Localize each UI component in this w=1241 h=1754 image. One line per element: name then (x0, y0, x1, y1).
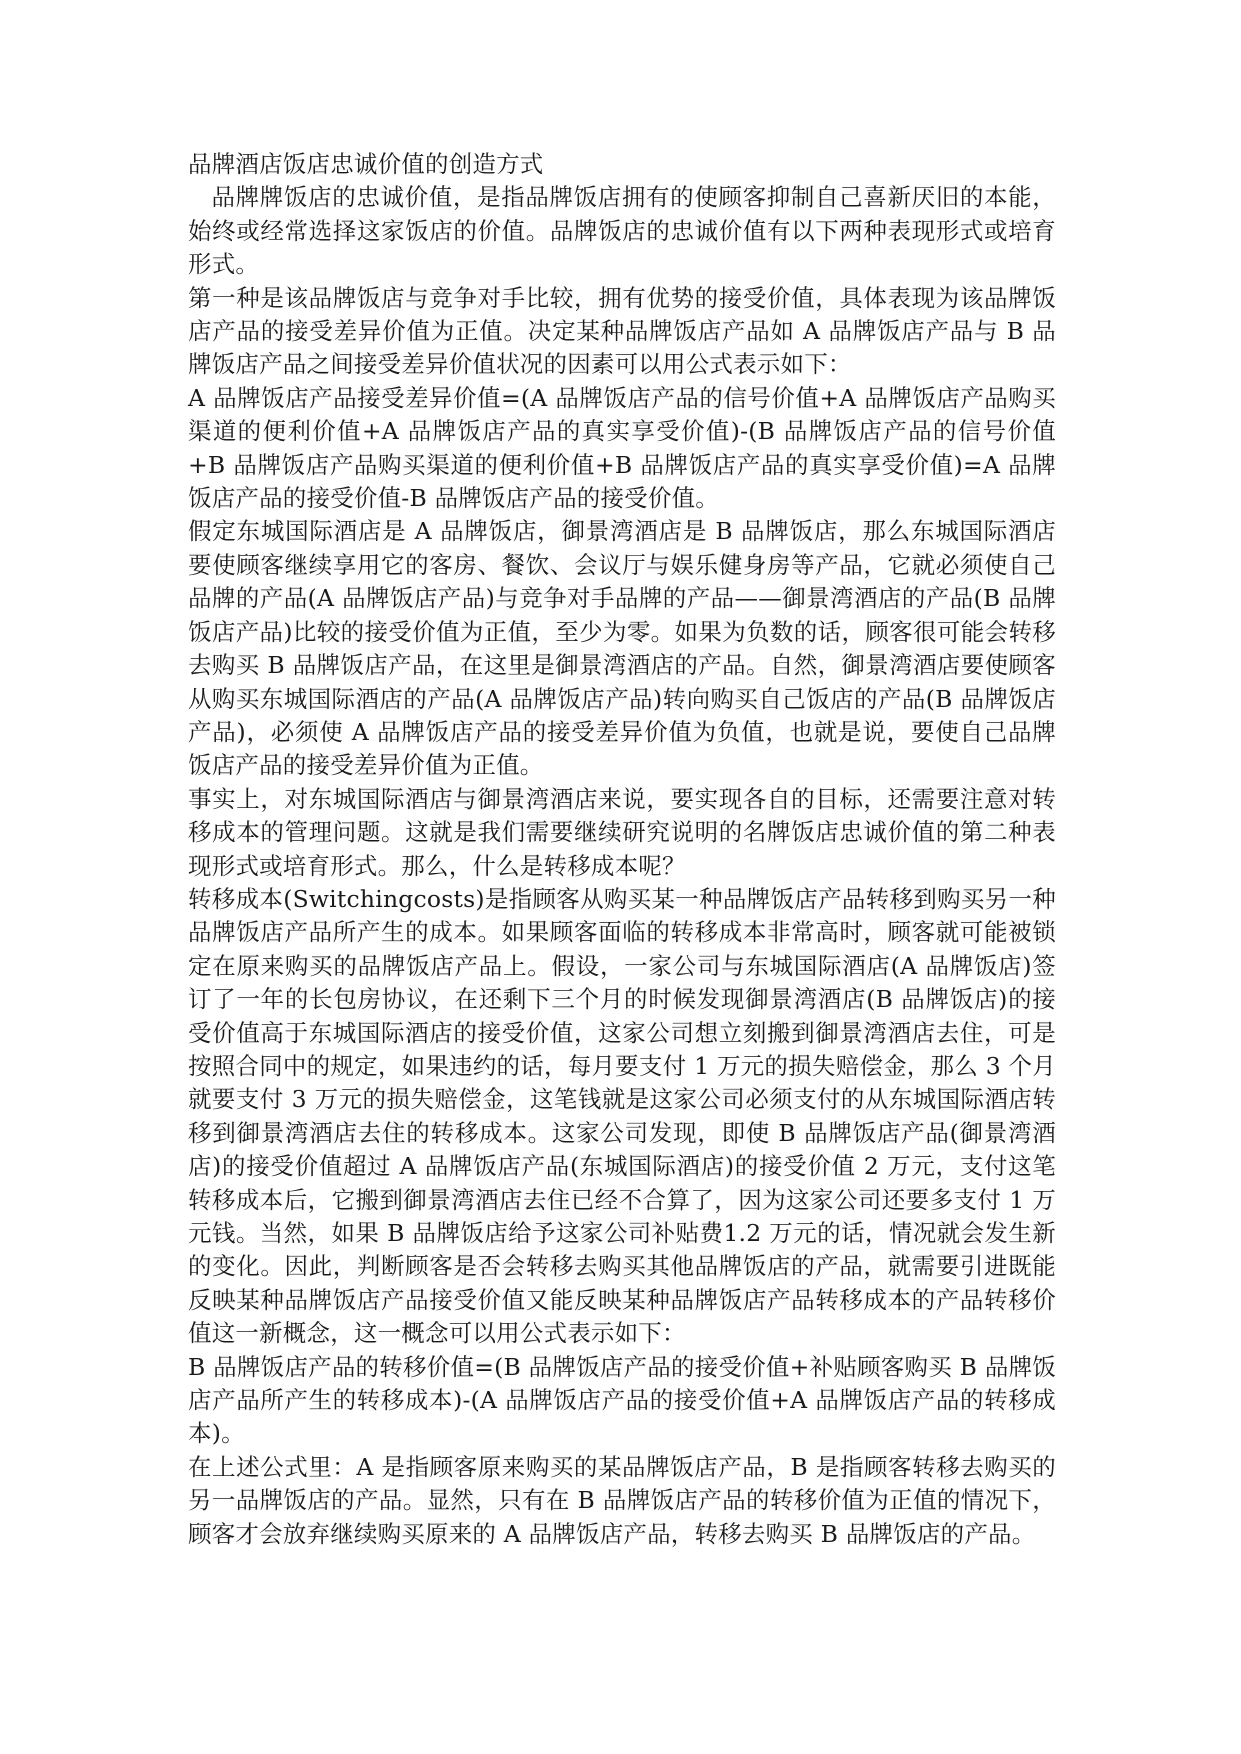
paragraph-8: 在上述公式里：A 是指顾客原来购买的某品牌饭店产品，B 是指顾客转移去购买的另一品牌饭店的产品。显然，只有在 B 品牌饭店产品的转移价值为正值的情况下，顾客才会放弃继续购买原来的 A 品牌饭店产品，转移去购买 B 品牌饭店的产品。 (188, 1452, 1056, 1548)
paragraph-2: 第一种是该品牌饭店与竞争对手比较，拥有优势的接受价值，具体表现为该品牌饭店产品的接受差异价值为正值。决定某种品牌饭店产品如 A 品牌饭店产品与 B 品牌饭店产品之间接受差异价值状况的因素可以用公式表示如下： (188, 283, 1056, 379)
document-page (188, 148, 1056, 1551)
document-title: 品牌酒店饭店忠诚价值的创造方式 (188, 150, 544, 178)
paragraph-4: 假定东城国际酒店是 A 品牌饭店，御景湾酒店是 B 品牌饭店，那么东城国际酒店要使顾客继续享用它的客房、餐饮、会议厅与娱乐健身房等产品，它就必须使自己品牌的产品(A 品牌饭店产品)与竞争对手品牌的产品——御景湾酒店的产品(B 品牌饭店产品)比较的接受价值为正值，至少为零。如果为负数的话，顾客很可能会转移去购买 B 品牌饭店产品，在这里是御景湾酒店的产品。自然，御景湾酒店要使顾客从购买东城国际酒店的产品(A 品牌饭店产品)转向购买自己饭店的产品(B 品牌饭店产品)，必须使 A 品牌饭店产品的接受差异价值为负值，也就是说，要使自己品牌饭店产品的接受差异价值为正值。 (188, 517, 1056, 780)
paragraph-3: A 品牌饭店产品接受差异价值=(A 品牌饭店产品的信号价值+A 品牌饭店产品购买渠道的便利价值+A 品牌饭店产品的真实享受价值)-(B 品牌饭店产品的信号价值+B 品牌饭店产品购买渠道的便利价值+B 品牌饭店产品的真实享受价值)=A 品牌饭店产品的接受价值-B 品牌饭店产品的接受价值。 (188, 383, 1056, 513)
paragraph-6: 转移成本(Switchingcosts)是指顾客从购买某一种品牌饭店产品转移到购买另一种品牌饭店产品所产生的成本。如果顾客面临的转移成本非常高时，顾客就可能被锁定在原来购买的品牌饭店产品上。假设，一家公司与东城国际酒店(A 品牌饭店)签订了一年的长包房协议，在还剩下三个月的时候发现御景湾酒店(B 品牌饭店)的接受价值高于东城国际酒店的接受价值，这家公司想立刻搬到御景湾酒店去住，可是按照合同中的规定，如果违约的话，每月要支付 1 万元的损失赔偿金，那么 3 个月就要支付 3 万元的损失赔偿金，这笔钱就是这家公司必须支付的从东城国际酒店转移到御景湾酒店去住的转移成本。这家公司发现，即使 B 品牌饭店产品(御景湾酒店)的接受价值超过 A 品牌饭店产品(东城国际酒店)的接受价值 2 万元，支付这笔转移成本后，它搬到御景湾酒店去住已经不合算了，因为这家公司还要多支付 1 万元钱。当然，如果 B 品牌饭店给予这家公司补贴费1.2 万元的话，情况就会发生新的变化。因此，判断顾客是否会转移去购买其他品牌饭店的产品，就需要引进既能反映某种品牌饭店产品接受价值又能反映某种品牌饭店产品转移成本的产品转移价值这一新概念，这一概念可以用公式表示如下： (188, 884, 1056, 1348)
paragraph-5: 事实上，对东城国际酒店与御景湾酒店来说，要实现各自的目标，还需要注意对转移成本的管理问题。这就是我们需要继续研究说明的名牌饭店忠诚价值的第二种表现形式或培育形式。那么，什么是转移成本呢？ (188, 784, 1056, 880)
paragraph-7: B 品牌饭店产品的转移价值=(B 品牌饭店产品的接受价值+补贴顾客购买 B 品牌饭店产品所产生的转移成本)-(A 品牌饭店产品的接受价值+A 品牌饭店产品的转移成本)。 (188, 1352, 1056, 1448)
paragraph-1: 品牌牌饭店的忠诚价值，是指品牌饭店拥有的使顾客抑制自己喜新厌旧的本能，始终或经常选择这家饭店的价值。品牌饭店的忠诚价值有以下两种表现形式或培育形式。 (188, 183, 1056, 279)
